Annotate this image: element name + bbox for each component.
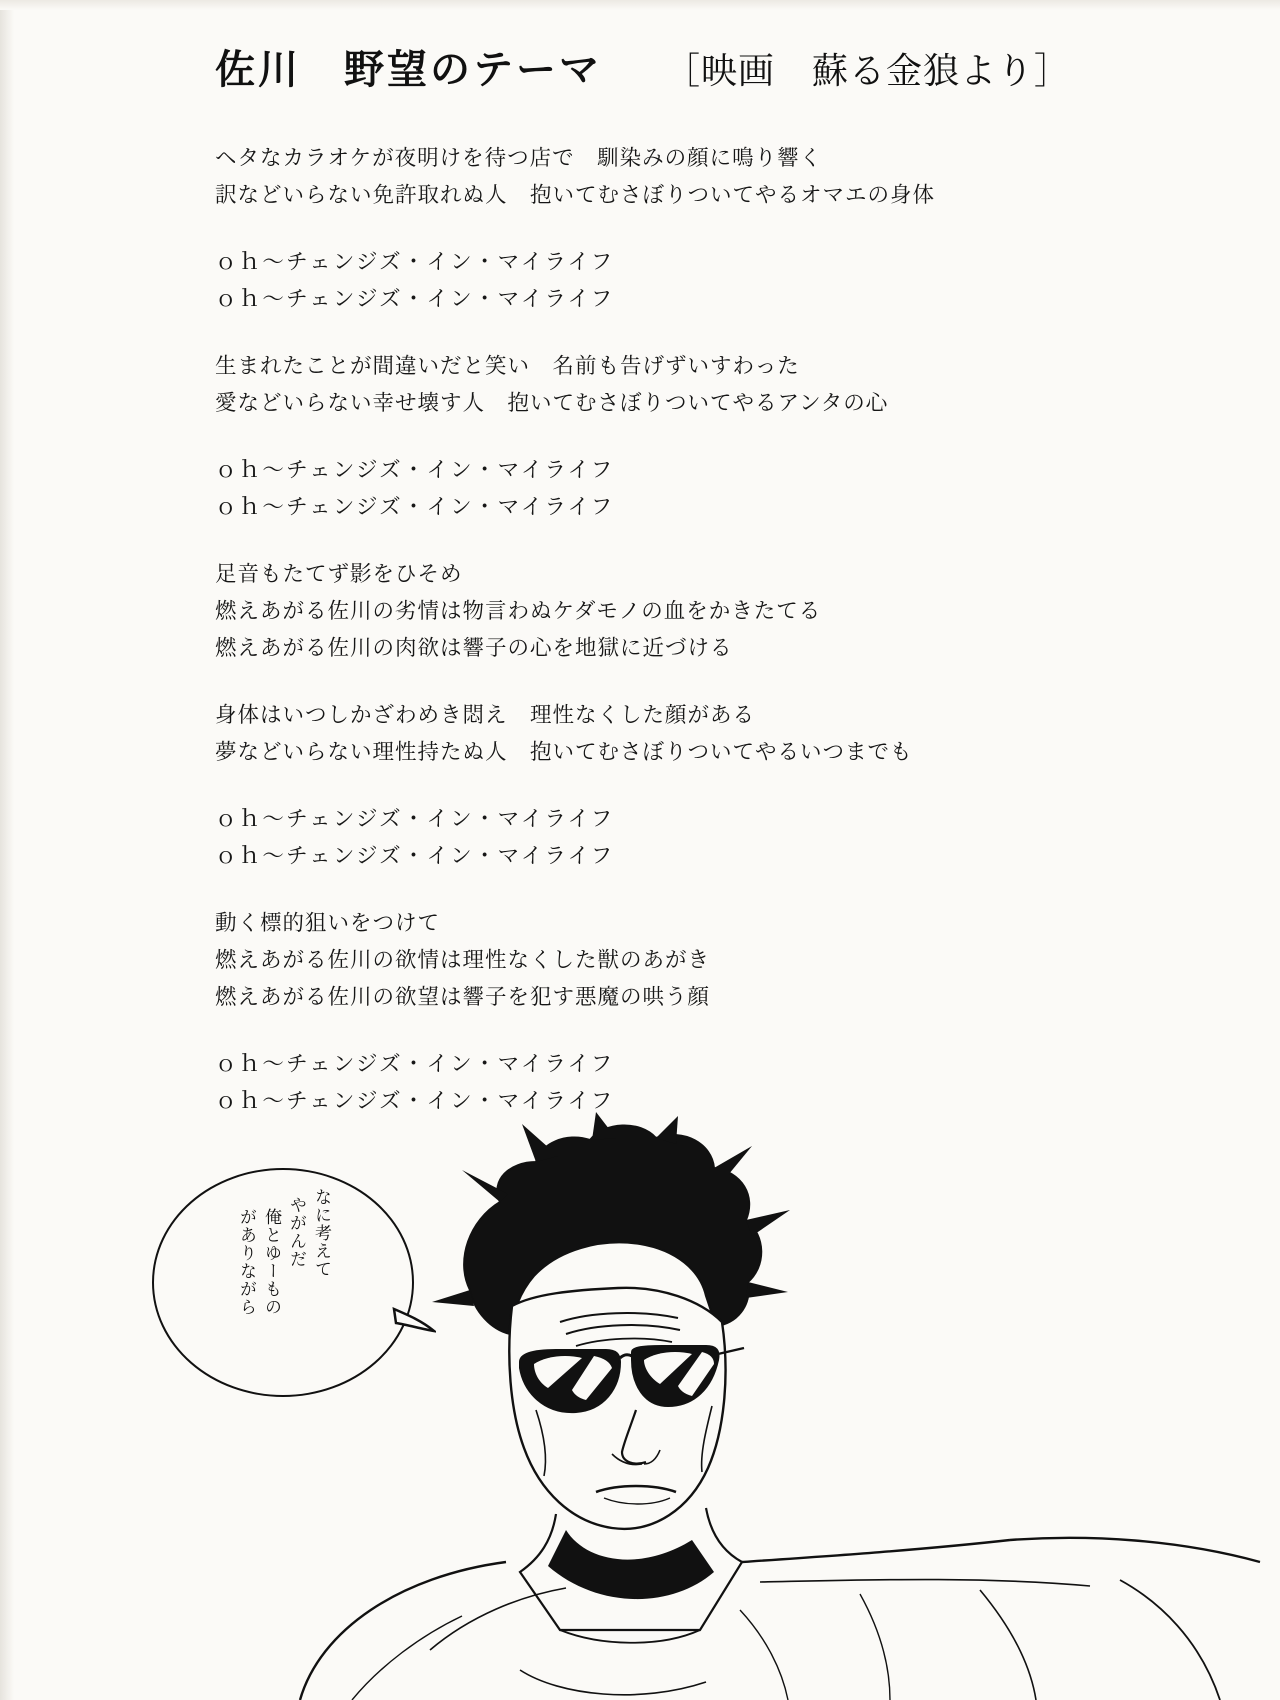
lyrics-line: 夢などいらない理性持たぬ人 抱いてむさぼりついてやるいつまでも [215,740,913,765]
lyrics-line: 燃えあがる佐川の欲情は理性なくした獣のあがき [215,948,711,973]
lyrics-line: 燃えあがる佐川の肉欲は響子の心を地獄に近づける [215,636,733,661]
lyrics-stanza [215,244,1175,318]
speech-bubble-line: やがんだ [286,1196,306,1268]
lyrics-line: ｏｈ〜チェンジズ・イン・マイライフ [215,807,615,832]
lyrics-line: ｏｈ〜チェンジズ・イン・マイライフ [215,458,615,483]
lyrics-line: 愛などいらない幸せ壊す人 抱いてむさぼりついてやるアンタの心 [215,391,889,416]
lyrics-stanza [215,1046,1175,1120]
lyrics-line: 身体はいつしかざわめき悶え 理性なくした顔がある [215,703,756,728]
lyrics-body [215,140,1175,1150]
lyrics-stanza [215,452,1175,526]
lyrics-line: 生まれたことが間違いだと笑い 名前も告げずいすわった [215,354,800,379]
lyrics-line: 訳などいらない免許取れぬ人 抱いてむさぼりついてやるオマエの身体 [215,183,936,208]
lyrics-stanza [215,801,1175,875]
lyrics-line: 動く標的狙いをつけて [215,911,441,936]
lyrics-line: ｏｈ〜チェンジズ・イン・マイライフ [215,1052,615,1077]
lyrics-line: 燃えあがる佐川の劣情は物言わぬケダモノの血をかきたてる [215,599,822,624]
speech-bubble-line: 俺とゆーもの [261,1208,281,1316]
lyrics-line: ｏｈ〜チェンジズ・イン・マイライフ [215,287,615,312]
title-main-text: 佐川 野望のテーマ [215,46,602,93]
lyrics-stanza [215,556,1175,667]
lyrics-line: ｏｈ〜チェンジズ・イン・マイライフ [215,844,615,869]
lyrics-line: ｏｈ〜チェンジズ・イン・マイライフ [215,250,615,275]
lyrics-stanza [215,140,1175,214]
lyrics-stanza [215,348,1175,422]
page-title [215,38,1071,95]
lyrics-stanza [215,697,1175,771]
lyrics-stanza [215,905,1175,1016]
speech-bubble-tail [392,1305,436,1335]
lyrics-line: ｏｈ〜チェンジズ・イン・マイライフ [215,1089,615,1114]
speech-bubble-text [168,1182,398,1382]
speech-bubble-line: がありながら [236,1208,256,1316]
speech-bubble-line: なに考えて [311,1188,331,1278]
title-source-text: ［映画 蘇る金狼より］ [664,51,1072,92]
lyrics-line: 足音もたてず影をひそめ [215,562,463,587]
lyrics-line: ヘタなカラオケが夜明けを待つ店で 馴染みの顔に鳴り響く [215,146,823,171]
lyrics-line: 燃えあがる佐川の欲望は響子を犯す悪魔の哄う顔 [215,985,711,1010]
lyrics-line: ｏｈ〜チェンジズ・イン・マイライフ [215,495,615,520]
manga-illustration [0,1110,1280,1700]
